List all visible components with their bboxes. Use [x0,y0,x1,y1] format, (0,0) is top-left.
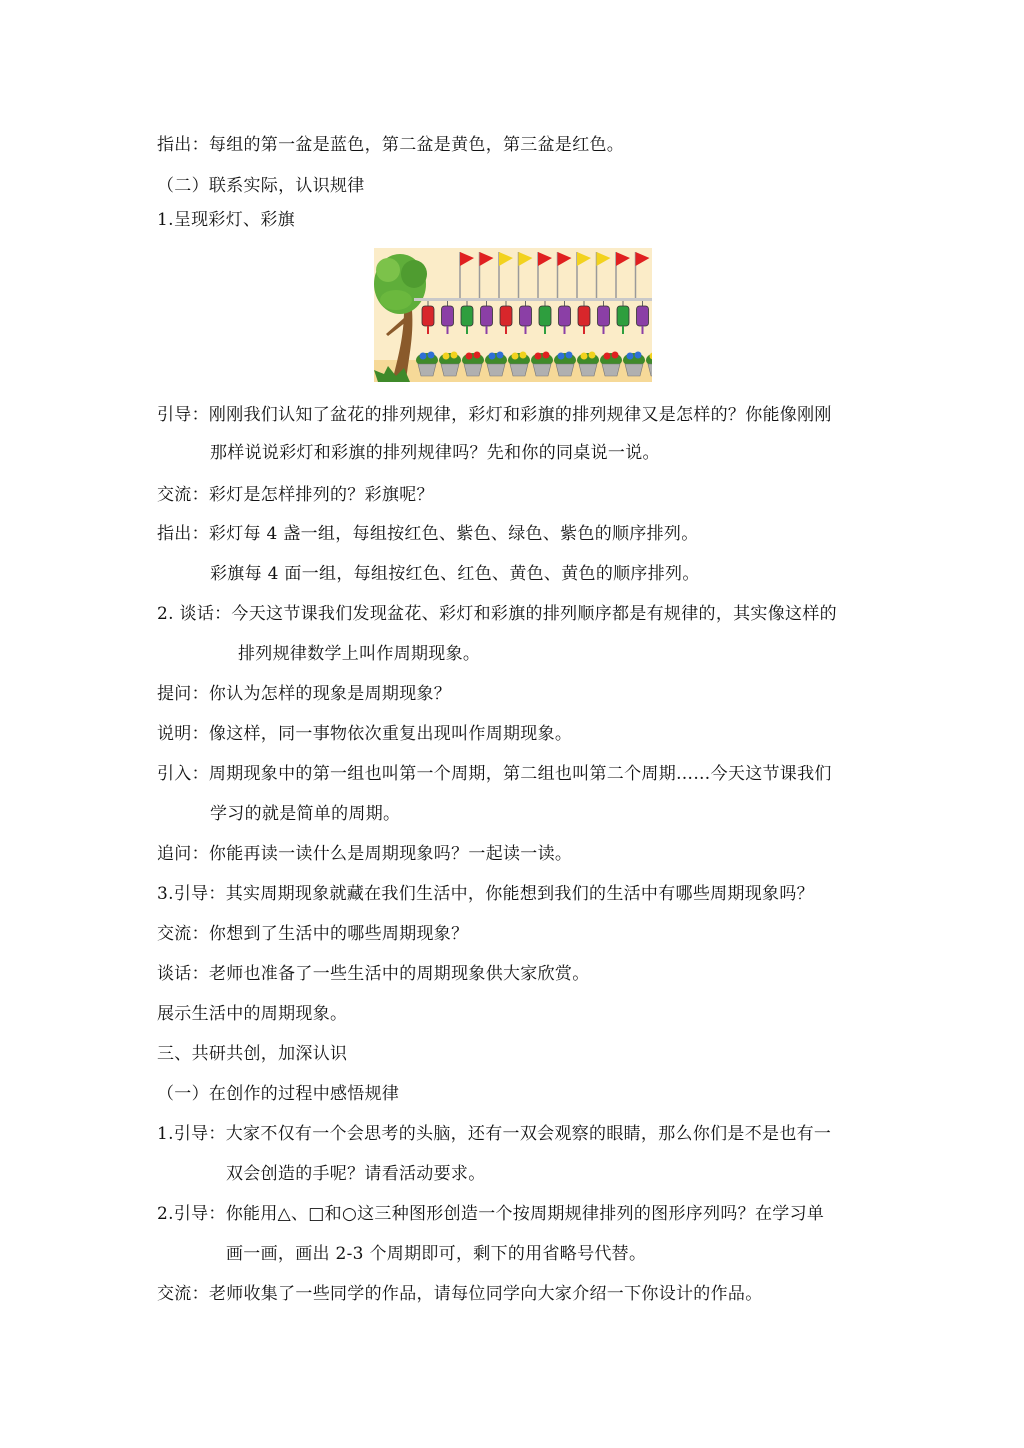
flower [635,352,642,359]
lanterns-flags-scene [374,248,652,382]
flower [474,352,481,359]
text-line: 交流：彩灯是怎样排列的？彩旗呢？ [157,485,434,505]
text-line: 3.引导：其实周期现象就藏在我们生活中，你能想到我们的生活中有哪些周期现象吗？ [157,884,814,904]
text-line: 引入：周期现象中的第一组也叫第一个周期，第二组也叫第二个周期……今天这节课我们 [157,764,832,784]
flower-pot [464,364,482,376]
tree-leaf-cluster [401,260,427,288]
text-line: 画一画，画出 2-3 个周期即可，剩下的用省略号代替。 [226,1244,647,1264]
text-line: 提问：你认为怎样的现象是周期现象？ [157,684,452,704]
lantern [520,306,532,326]
text-line: 2.引导：你能用△、□和○这三种图形创造一个按周期规律排列的图形序列吗？在学习单 [157,1204,825,1224]
lantern [617,306,629,326]
flower [543,352,550,359]
flower-pot [533,364,551,376]
section-heading: （二）联系实际，认识规律 [157,176,365,196]
flower [604,353,611,360]
lantern [422,306,434,326]
flower [520,352,527,359]
text-line: 指出：每组的第一盆是蓝色，第二盆是黄色，第三盆是红色。 [157,135,625,155]
lanterns-flags-illustration [374,248,652,382]
flower-pot [418,364,436,376]
text-line: 引导：刚刚我们认知了盆花的排列规律，彩灯和彩旗的排列规律又是怎样的？你能像刚刚 [157,405,832,425]
flower [558,353,565,360]
lantern [461,306,473,326]
lantern [578,306,590,326]
flower [566,352,573,359]
text-line: 1.呈现彩灯、彩旗 [157,210,295,230]
text-line: 1.引导：大家不仅有一个会思考的头脑，还有一双会观察的眼睛，那么你们是不是也有一 [157,1124,832,1144]
flower [627,353,634,360]
section-heading: 三、共研共创，加深认识 [157,1044,348,1064]
text-line: 交流：你想到了生活中的哪些周期现象？ [157,924,469,944]
flower [466,353,473,360]
flower-pot [510,364,528,376]
tree-leaf-cluster [380,290,412,310]
lantern [481,306,493,326]
text-line: 双会创造的手呢？请看活动要求。 [226,1164,486,1184]
flower-pot [556,364,574,376]
text-line: 学习的就是简单的周期。 [210,804,401,824]
text-line: 说明：像这样，同一事物依次重复出现叫作周期现象。 [157,724,573,744]
lantern [500,306,512,326]
flower-pot [625,364,643,376]
lantern-rail [414,298,652,301]
text-line: 指出：彩灯每 4 盏一组，每组按红色、紫色、绿色、紫色的顺序排列。 [157,524,699,544]
lantern [598,306,610,326]
text-line: 那样说说彩灯和彩旗的排列规律吗？先和你的同桌说一说。 [210,443,660,463]
flower [535,353,542,360]
flower-pot [579,364,597,376]
text-line: 谈话：老师也准备了一些生活中的周期现象供大家欣赏。 [157,964,590,984]
text-line: 2. 谈话：今天这节课我们发现盆花、彩灯和彩旗的排列顺序都是有规律的，其实像这样的 [157,604,837,624]
flower [589,352,596,359]
text-line: 排列规律数学上叫作周期现象。 [238,644,481,664]
text-line: 展示生活中的周期现象。 [157,1004,348,1024]
text-line: 交流：老师收集了一些同学的作品，请每位同学向大家介绍一下你设计的作品。 [157,1284,763,1304]
text-line: 追问：你能再读一读什么是周期现象吗？一起读一读。 [157,844,573,864]
flower-pot [602,364,620,376]
lantern [539,306,551,326]
lantern [442,306,454,326]
tree-leaf-cluster [376,258,400,282]
lantern [559,306,571,326]
flower [451,352,458,359]
flower [428,352,435,359]
flower [581,353,588,360]
flower [489,353,496,360]
flower-pot [441,364,459,376]
flower [497,352,504,359]
flower-pot [487,364,505,376]
flower [512,353,519,360]
flower [612,352,619,359]
text-line: 彩旗每 4 面一组，每组按红色、红色、黄色、黄色的顺序排列。 [210,564,700,584]
flower [443,353,450,360]
section-heading: （一）在创作的过程中感悟规律 [157,1084,400,1104]
flower [420,353,427,360]
lantern [637,306,649,326]
